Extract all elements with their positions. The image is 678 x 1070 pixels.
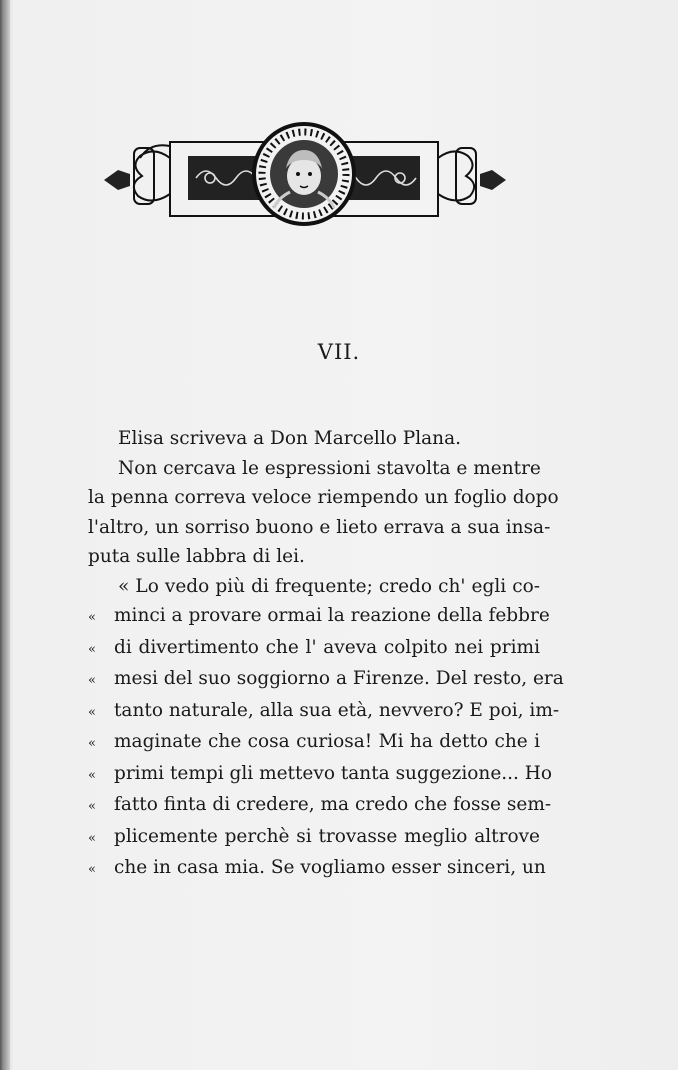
paragraph-line: la penna correva veloce riempendo un foglio dopo bbox=[88, 487, 559, 508]
quote-mark: « bbox=[88, 830, 96, 846]
quote-line: « di divertimento che l' aveva colpito nei primi bbox=[88, 633, 540, 665]
quote-mark: « bbox=[88, 610, 96, 625]
quote-mark: « bbox=[118, 575, 130, 597]
paragraph-line: Non cercava le espressioni stavolta e mentre bbox=[118, 457, 541, 479]
quote-line: « minci a provare ormai la reazione della febbre bbox=[88, 601, 540, 633]
paragraph-opening bbox=[88, 424, 540, 454]
quote-line: « che in casa mia. Se vogliamo esser sinceri, un bbox=[88, 853, 540, 885]
paragraph-line: Elisa scriveva a Don Marcello Plana. bbox=[118, 428, 461, 449]
quote-mark: « bbox=[88, 673, 96, 688]
paragraph-line: l'altro, un sorriso buono e lieto errava a sua insa- bbox=[88, 516, 551, 538]
paragraph-second bbox=[88, 454, 559, 572]
paragraph-line: puta sulle labbra di lei. bbox=[88, 546, 305, 567]
quote-line: « fatto finta di credere, ma credo che fosse sem- bbox=[88, 790, 540, 822]
paragraph-quoted-letter bbox=[88, 572, 564, 885]
quote-line: « tanto naturale, alla sua età, nevvero? E poi, im- bbox=[88, 696, 540, 728]
quote-line: « Lo vedo più di frequente; credo ch' egli co- bbox=[118, 575, 540, 597]
page-binding-edge bbox=[0, 0, 10, 1070]
quote-mark: « bbox=[88, 704, 96, 720]
quote-line: « maginate che cosa curiosa! Mi ha detto che i bbox=[88, 727, 540, 759]
body-text bbox=[88, 424, 564, 885]
quote-mark: « bbox=[88, 767, 96, 783]
quote-mark: « bbox=[88, 799, 96, 814]
quote-line: « primi tempi gli mettevo tanta suggezione... Ho bbox=[88, 759, 540, 791]
cherub-medallion-headpiece-icon bbox=[100, 118, 510, 230]
quote-mark: « bbox=[88, 862, 96, 877]
quote-line: « mesi del suo soggiorno a Firenze. Del resto, era bbox=[88, 664, 540, 696]
quote-line: « plicemente perchè si trovasse meglio altrove bbox=[88, 822, 540, 854]
chapter-number: VII. bbox=[317, 340, 361, 364]
quote-mark: « bbox=[88, 736, 96, 751]
quote-mark: « bbox=[88, 641, 96, 657]
